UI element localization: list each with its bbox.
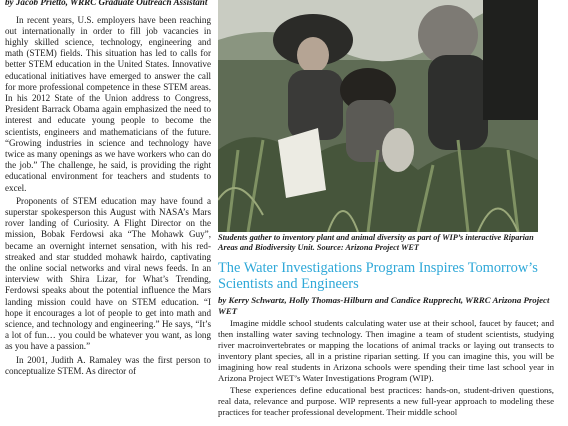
article-paragraph: These experiences define educational best practices: hands-on, student-driven questions, real data, relevance and purpose. WIP represents a new full-year approach to modeling these practices for teacher professional development. Their middle school <box>218 385 554 417</box>
article-photo <box>218 0 538 232</box>
article-body <box>218 318 554 418</box>
left-column <box>5 0 211 377</box>
photo-caption: Students gather to inventory plant and animal diversity as part of WIP’s interactive Riparian Areas and Biodiversity Unit. Source: Arizona Project WET <box>218 233 534 253</box>
students-outdoors-illustration <box>218 0 538 232</box>
left-article-byline: by Jacob Prietto, WRRC Graduate Outreach Assistant <box>5 0 208 7</box>
left-paragraph: Proponents of STEM education may have found a superstar spokesperson this August with NASA’s Mars rover landing of Curiosity. A Flight Director on the mission, Bobak Ferdowsi aka “The Mohawk Guy”, became an overnight internet sensation, with his red-streaked and star studded mohawk hairdo, captivating the online social networks and viral news feeds. In an interview with Shira Lizar, for What’s Trending, Ferdowsi speaks about the potential influence the Mars landing mission could have on STEM education. “I hope it encourages a lot of people to get into math and science, and technology and engineering.” He says, “It’s a lot of fun… you could be whatever you want, as long as you have a passion.” <box>5 195 211 352</box>
article-headline: The Water Investigations Program Inspires Tomorrow’s Scientists and Engineers <box>218 260 538 292</box>
article-paragraph: Imagine middle school students calculating water use at their school, faucet by faucet; and then installing water saving technology. Then imagine a team of student scientists, studying river macroinvertebrates or mapping the locations of animal tracks or laying out transects to inventory plant species, all in a pristine riparian setting. If you can imagine this, you will be imagining how real students in Arizona schools were spending their time last school year in Arizona Project WET’s Water Investigations Program (WIP). <box>218 318 554 383</box>
left-paragraph: In recent years, U.S. employers have been reaching out internationally in order to fill job vacancies in highly skilled science, technology, engineering and math (STEM) fields. This situation has led to calls for better STEM education in the United States. Innovative educational initiatives have emerged to answer the call for more professional competence in these STEM areas. In his 2012 State of the Union address to Congress, President Barrack Obama again emphasized the need to interest and educate young people to become the scientists, engineers and mathematicians of the future. “Growing industries in science and technology have twice as many openings as we have workers who can do the job.” The challenge, he said, is providing the right educational environment for teachers and students to excel. <box>5 14 211 193</box>
left-paragraph: In 2001, Judith A. Ramaley was the first person to conceptualize STEM. As director of <box>5 354 211 376</box>
article-byline: by Kerry Schwartz, Holly Thomas-Hilburn and Candice Rupprecht, WRRC Arizona Project WET <box>218 295 550 316</box>
